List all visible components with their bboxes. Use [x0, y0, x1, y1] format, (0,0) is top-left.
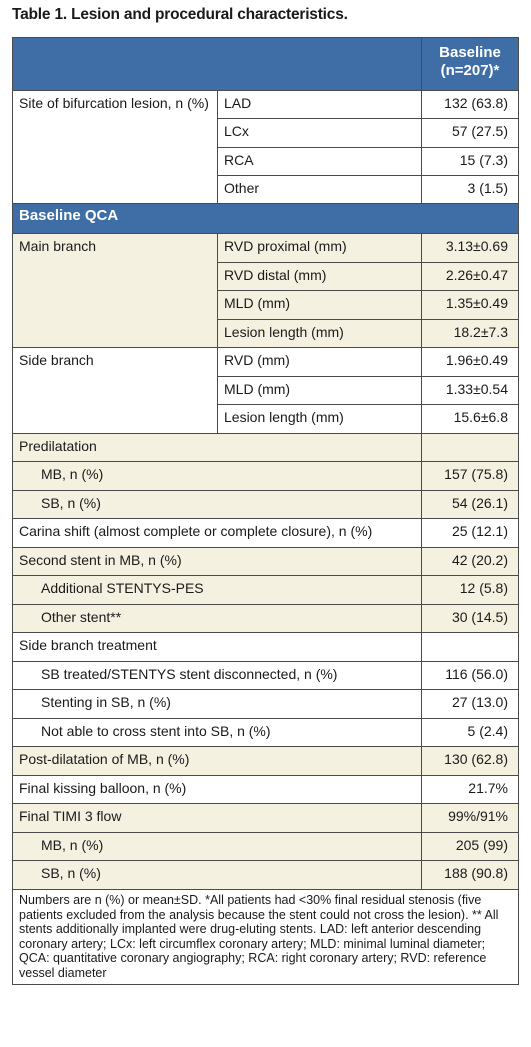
mb-rvd-distal-label: RVD distal (mm)	[218, 263, 422, 291]
table-row	[13, 91, 519, 119]
timi-mb-label: MB, n (%)	[13, 833, 422, 861]
table-row	[13, 690, 519, 719]
site-label-lad: LAD	[218, 91, 422, 119]
table-row	[13, 348, 519, 377]
table-header-row	[13, 38, 519, 91]
timi-mb-value: 205 (99)	[422, 833, 519, 861]
predilatation-mb-value: 157 (75.8)	[422, 462, 519, 491]
timi-value: 99%/91%	[422, 804, 519, 833]
timi-label: Final TIMI 3 flow	[13, 804, 422, 833]
table-row	[13, 605, 519, 633]
section-row	[13, 204, 519, 234]
carina-value: 25 (12.1)	[422, 519, 519, 548]
not-able-cross-value: 5 (2.4)	[422, 719, 519, 747]
header-baseline-line1: Baseline	[439, 44, 501, 61]
table-row	[13, 462, 519, 491]
timi-sb-label: SB, n (%)	[13, 861, 422, 890]
footnote-text: Numbers are n (%) or mean±SD. *All patients had <30% final residual stenosis (five patients excluded from the analysis because the stent could not cross the lesion). ** All stents additionally implanted were drug-eluting stents. LAD: left anterior descending coronary artery; LCx: left circumflex coronary artery; MLD: minimal luminal diameter; QCA: quantitative coronary angiography; RCA: right coronary artery; RVD: reference vessel diameter	[13, 890, 519, 985]
stenting-in-sb-label: Stenting in SB, n (%)	[13, 690, 422, 719]
predilatation-value	[422, 434, 519, 462]
table-row	[13, 861, 519, 890]
sb-treated-value: 116 (56.0)	[422, 662, 519, 690]
mb-mld-value: 1.35±0.49	[422, 291, 519, 320]
mb-lesion-length-label: Lesion length (mm)	[218, 320, 422, 348]
sb-treatment-label: Side branch treatment	[13, 633, 422, 662]
second-stent-label: Second stent in MB, n (%)	[13, 548, 422, 576]
table-row	[13, 662, 519, 690]
table-row	[13, 833, 519, 861]
header-baseline-line2: (n=207)*	[440, 62, 500, 79]
header-blank-cell	[13, 38, 422, 91]
additional-stentys-label: Additional STENTYS-PES	[13, 576, 422, 605]
predilatation-mb-label: MB, n (%)	[13, 462, 422, 491]
kissing-label: Final kissing balloon, n (%)	[13, 776, 422, 804]
predilatation-sb-label: SB, n (%)	[13, 491, 422, 519]
second-stent-value: 42 (20.2)	[422, 548, 519, 576]
table-title: Table 1. Lesion and procedural characteristics.	[12, 6, 348, 23]
site-value-other: 3 (1.5)	[422, 176, 519, 204]
table-row	[13, 491, 519, 519]
sb-treated-label: SB treated/STENTYS stent disconnected, n (%)	[13, 662, 422, 690]
sb-rvd-value: 1.96±0.49	[422, 348, 519, 377]
not-able-cross-label: Not able to cross stent into SB, n (%)	[13, 719, 422, 747]
site-value-lcx: 57 (27.5)	[422, 119, 519, 148]
site-label: Site of bifurcation lesion, n (%)	[13, 91, 218, 204]
site-value-rca: 15 (7.3)	[422, 148, 519, 176]
side-branch-label: Side branch	[13, 348, 218, 434]
table-row	[13, 519, 519, 548]
sb-mld-value: 1.33±0.54	[422, 377, 519, 405]
site-value-lad: 132 (63.8)	[422, 91, 519, 119]
timi-sb-value: 188 (90.8)	[422, 861, 519, 890]
site-label-other: Other	[218, 176, 422, 204]
table-row	[13, 719, 519, 747]
other-stent-value: 30 (14.5)	[422, 605, 519, 633]
other-stent-label: Other stent**	[13, 605, 422, 633]
section-baseline-qca: Baseline QCA	[13, 204, 519, 234]
predilatation-sb-value: 54 (26.1)	[422, 491, 519, 519]
main-branch-label: Main branch	[13, 234, 218, 348]
mb-rvd-distal-value: 2.26±0.47	[422, 263, 519, 291]
table-row	[13, 747, 519, 776]
site-label-rca: RCA	[218, 148, 422, 176]
sb-lesion-length-value: 15.6±6.8	[422, 405, 519, 434]
kissing-value: 21.7%	[422, 776, 519, 804]
site-label-lcx: LCx	[218, 119, 422, 148]
table-row	[13, 633, 519, 662]
sb-lesion-length-label: Lesion length (mm)	[218, 405, 422, 434]
predilatation-label: Predilatation	[13, 434, 422, 462]
mb-rvd-proximal-label: RVD proximal (mm)	[218, 234, 422, 263]
mb-lesion-length-value: 18.2±7.3	[422, 320, 519, 348]
table-row	[13, 804, 519, 833]
stenting-in-sb-value: 27 (13.0)	[422, 690, 519, 719]
sb-rvd-label: RVD (mm)	[218, 348, 422, 377]
mb-mld-label: MLD (mm)	[218, 291, 422, 320]
header-baseline-cell	[422, 38, 519, 91]
post-dilatation-label: Post-dilatation of MB, n (%)	[13, 747, 422, 776]
post-dilatation-value: 130 (62.8)	[422, 747, 519, 776]
characteristics-table	[12, 37, 519, 985]
table-row	[13, 576, 519, 605]
table-row	[13, 548, 519, 576]
carina-label: Carina shift (almost complete or complete closure), n (%)	[13, 519, 422, 548]
table-row	[13, 234, 519, 263]
table-row	[13, 434, 519, 462]
additional-stentys-value: 12 (5.8)	[422, 576, 519, 605]
mb-rvd-proximal-value: 3.13±0.69	[422, 234, 519, 263]
table-row	[13, 776, 519, 804]
footnote-row	[13, 890, 519, 985]
sb-mld-label: MLD (mm)	[218, 377, 422, 405]
sb-treatment-value	[422, 633, 519, 662]
